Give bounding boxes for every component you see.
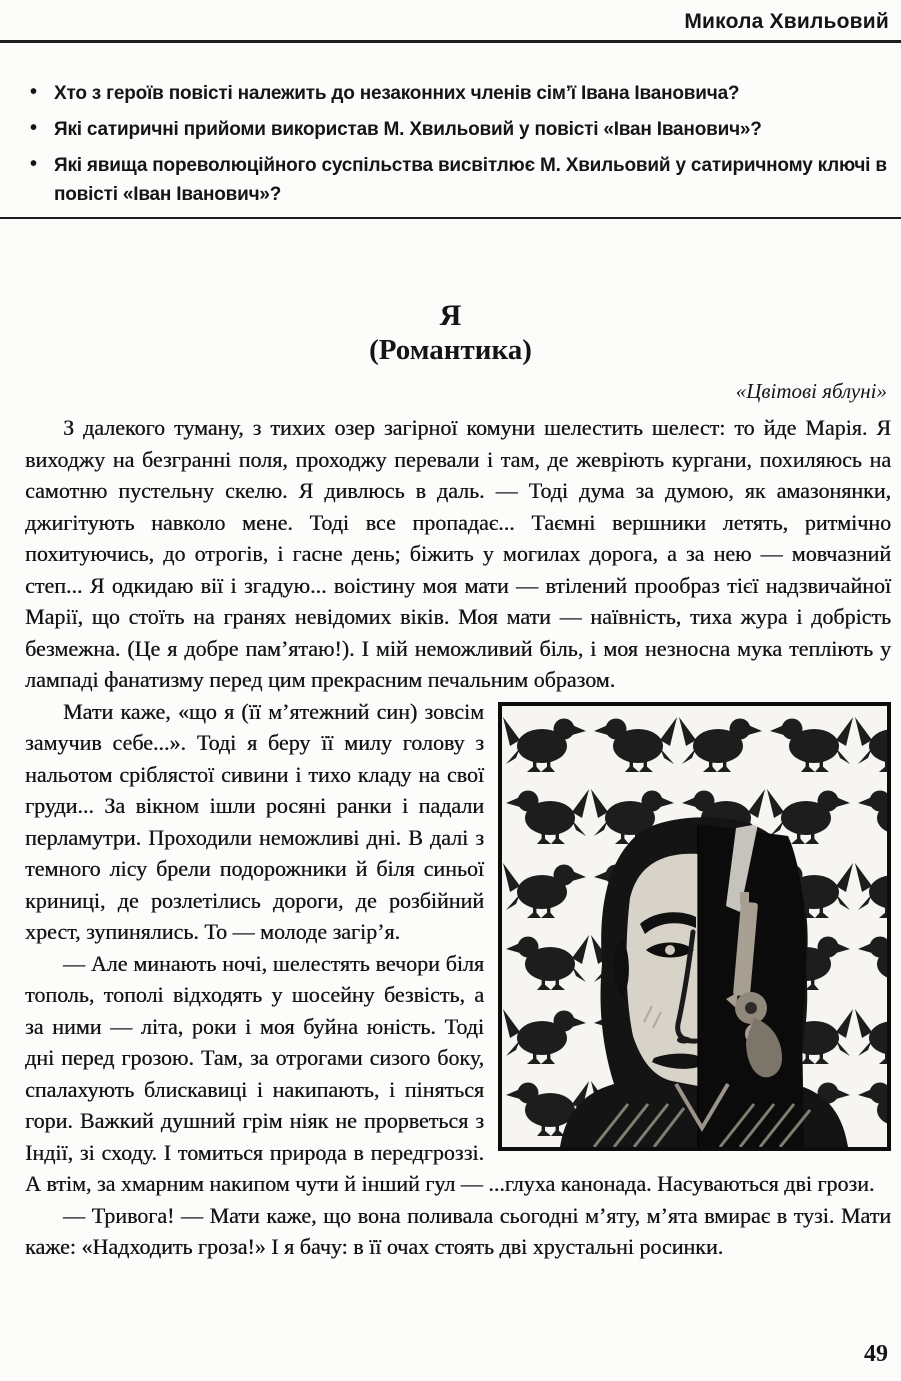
dedication: «Цвітові яблуні» <box>735 379 887 403</box>
work-subtitle: (Романтика) <box>369 334 532 366</box>
question-text: Які явища пореволюційного суспільства висвітлює М. Хвильовий у сатиричному ключі в повісті «Іван Іванович»? <box>54 155 887 205</box>
paragraph: — Але минають ночі, шелестять вечори біля тополь, тополі відходять у шосейну безвість, а за ними — літа, роки і моя буйна юність. Тоді дні перед грозою. Там, за отрогами сизого боку, спалахують блискавиці і накипають, і піняться гори. Важкий душний грім ніяк не прорветься з Індії, зі сходу. І томиться природа в передгроззі. А втім, за хмарним накипом чути й інший гул — ...глуха канонада. Насуваються дві грози. <box>25 950 875 1196</box>
question-item <box>30 151 887 209</box>
question-item <box>30 79 887 108</box>
question-text: Які сатиричні прийоми використав М. Хвильовий у повісті «Іван Іванович»? <box>54 119 762 140</box>
paragraph: — Тривога! — Мати каже, що вона поливала сьогодні м’яту, м’ята вмирає в тузі. Мати каже: «Надходить гроза!» І я бачу: в її очах стоять дві хрустальні росинки. <box>25 1202 891 1259</box>
story-text <box>25 412 891 1263</box>
bullet-icon: • <box>30 153 37 175</box>
question-text: Хто з героїв повісті належить до незаконних членів сім’ї Івана Івановича? <box>54 83 740 104</box>
paragraph: З далекого туману, з тихих озер загірної комуни шелестить шелест: то йде Марія. Я виходжу на безгранні поля, проходжу перевали і там, де жевріють кургани, похиляюсь на самотню пустельну скелю. Я дивлюсь в даль. — Тоді дума за думою, як амазонянки, джигітують навколо мене. Тоді все пропадає... Таємні вершники летять, ритмічно похитуючись, до отрогів, і гасне день; біжить у могилах дорога, а за нею — мовчазний степ... Я одкидаю вії і згадую... воістину моя мати — втілений прообраз тієї надзвичайної Марії, що стоїть на гранях невідомих віків. Моя мати — наївність, тиха жура і добрість безмежна. (Це я добре пам’ятаю!). І мій неможливий біль, і моя незносна мука тепліють у лампаді фанатизму перед цим прекрасним печальним образом. <box>25 415 891 692</box>
page-header-author: Микола Хвильовий <box>684 10 889 33</box>
section-rule <box>0 217 901 219</box>
question-item <box>30 115 887 144</box>
paragraph: Мати каже, «що я (її м’ятежний син) зовсім замучив себе...». Тоді я беру її милу голову з нальотом сріблястої сивини і тихо кладу на свої груди... За вікном ішли росяні ранки і падали перламутри. Проходили неможливі дні. В далі з темного лісу брели подорожники й біля синьої криниці, де розлетілись дороги, де розбійний хрест, зупинялись. То — молоде загір’я. <box>25 698 484 944</box>
question-list <box>30 79 887 209</box>
split-face-revolver-image <box>502 706 887 1147</box>
header-rule <box>0 40 901 43</box>
bullet-icon: • <box>30 81 37 103</box>
page-number: 49 <box>864 1341 888 1367</box>
bullet-icon: • <box>30 117 37 139</box>
work-title: Я <box>439 299 462 332</box>
story-illustration <box>498 702 891 1151</box>
